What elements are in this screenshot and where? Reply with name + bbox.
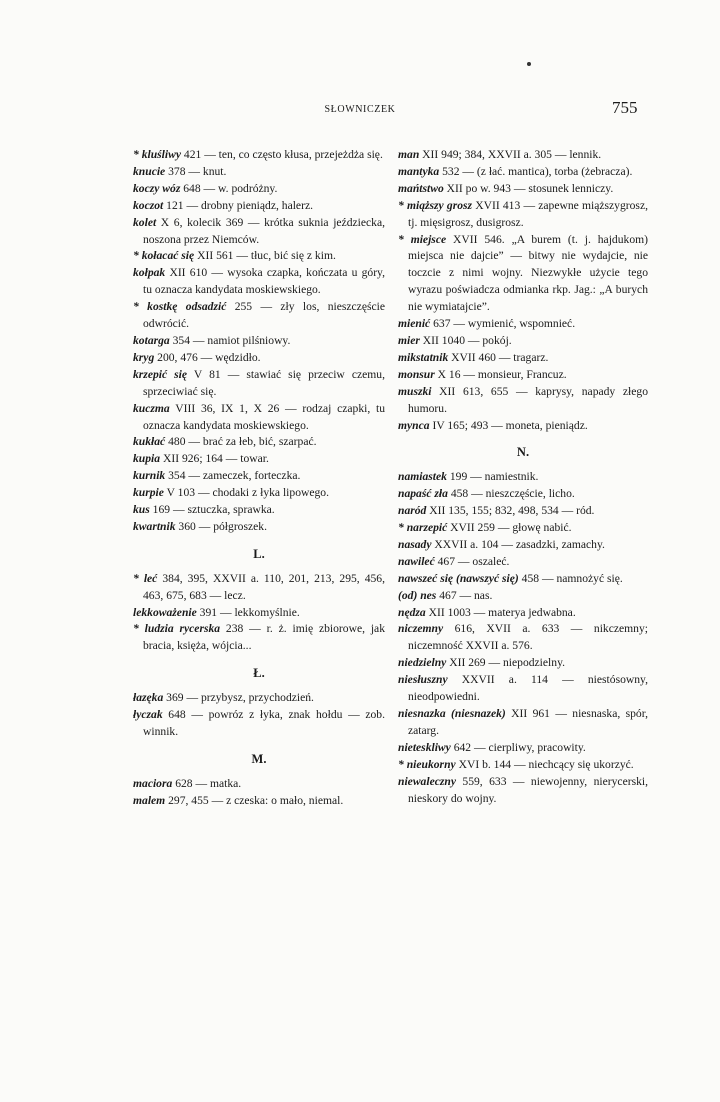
- dictionary-entry: [133, 621, 385, 655]
- entry-headword: naród: [398, 504, 427, 518]
- entry-definition: 121 — drobny pieniądz, halerz.: [163, 198, 313, 212]
- entry-definition: 354 — zameczek, forteczka.: [165, 469, 301, 483]
- entry-definition: XII 269 — niepodzielny.: [446, 656, 566, 670]
- entry-headword: łyczak: [133, 708, 163, 722]
- entry-headword: mienić: [398, 317, 431, 331]
- dictionary-entry: [133, 793, 385, 810]
- entry-definition: XVII 259 — głowę nabić.: [447, 521, 572, 535]
- entry-definition: XII 613, 655 — kaprysy, napady złego humoru.: [408, 384, 648, 415]
- entry-headword: koczot: [133, 198, 164, 212]
- dictionary-entry: [398, 469, 648, 486]
- dictionary-entry: [398, 503, 648, 520]
- entry-headword: muszki: [398, 384, 432, 398]
- entry-definition: 628 — matka.: [172, 776, 242, 790]
- entry-headword: kuczma: [133, 401, 170, 415]
- entry-headword: niesłuszny: [398, 673, 448, 687]
- entry-definition: XVII 460 — tragarz.: [448, 350, 549, 364]
- entry-headword: kwartnik: [133, 519, 176, 533]
- dictionary-entry: [398, 232, 648, 317]
- dictionary-entry: [133, 248, 385, 265]
- entry-headword: man: [398, 148, 420, 161]
- dictionary-entry: [133, 299, 385, 333]
- entry-headword: maciora: [133, 776, 173, 790]
- dictionary-entry: [398, 740, 648, 757]
- entry-definition: XII 135, 155; 832, 498, 534 — ród.: [426, 504, 595, 518]
- dictionary-entry: [133, 181, 385, 198]
- dictionary-entry: [133, 265, 385, 299]
- entry-definition: 637 — wymienić, wspomnieć.: [430, 317, 576, 331]
- section-letter: Ł.: [253, 666, 265, 681]
- entry-headword: nędza: [398, 605, 426, 619]
- dictionary-entry: [398, 554, 648, 571]
- entry-definition: 559, 633 — niewojenny, nierycerski, nieskory do wojny.: [408, 774, 648, 805]
- entry-definition: 200, 476 — wędzidło.: [154, 350, 261, 364]
- entry-definition: V 81 — stawiać się przeciw czemu, sprzeciwiać się.: [143, 367, 385, 398]
- entry-definition: XII 1040 — pokój.: [419, 333, 512, 347]
- entry-definition: XII 561 — tłuc, bić się z kim.: [194, 249, 336, 263]
- entry-definition: VIII 36, IX 1, X 26 — rodzaj czapki, tu oznacza kandydata moskiewskiego.: [143, 401, 385, 432]
- entry-definition: XII po w. 943 — stosunek lenniczy.: [443, 181, 614, 195]
- section-letter: L.: [253, 546, 265, 561]
- entry-headword: * kołacać się: [133, 249, 195, 263]
- entry-headword: łazęka: [133, 691, 164, 705]
- dictionary-entry: [398, 367, 648, 384]
- entry-definition: IV 165; 493 — moneta, pieniądz.: [429, 418, 588, 432]
- entry-headword: * kluśliwy: [133, 148, 181, 161]
- entry-headword: niczemny: [398, 622, 444, 636]
- entry-headword: napaść zła: [398, 487, 448, 501]
- entry-headword: * miąższy grosz: [398, 198, 473, 212]
- dictionary-entry: [398, 384, 648, 418]
- entry-headword: * narzepić: [398, 521, 448, 535]
- entry-definition: 238 — r. ż. imię zbiorowe, jak bracia, księża, wójcia...: [143, 622, 386, 653]
- entry-definition: XXVII a. 104 — zasadzki, zamachy.: [431, 537, 605, 551]
- dictionary-entry: [398, 198, 648, 232]
- entry-definition: XII 949; 384, XXVII a. 305 — lennik.: [419, 148, 602, 161]
- entry-headword: niedzielny: [398, 656, 447, 670]
- dictionary-entry: [133, 690, 385, 707]
- dictionary-entry: [133, 350, 385, 367]
- dictionary-entry: [398, 316, 648, 333]
- entry-definition: 297, 455 — z czeska: o mało, niemal.: [165, 793, 344, 807]
- entry-definition: 421 — ten, co często kłusa, przejeżdża się.: [181, 148, 383, 161]
- entry-headword: kurnik: [133, 469, 166, 483]
- dictionary-entry: [133, 571, 385, 605]
- entry-definition: 354 — namiot pilśniowy.: [169, 333, 291, 347]
- entry-definition: 378 — knut.: [165, 164, 227, 178]
- entry-headword: kurpie: [133, 486, 164, 500]
- entry-headword: niesnazka (niesnazek): [398, 707, 506, 720]
- entry-definition: XII 1003 — materya jedwabna.: [425, 605, 576, 619]
- entry-headword: mier: [398, 333, 420, 347]
- entry-headword: monsur: [398, 367, 435, 381]
- entry-definition: 648 — w. podróżny.: [180, 181, 278, 195]
- dictionary-entry: [398, 418, 648, 435]
- entry-definition: 199 — namiestnik.: [446, 470, 539, 484]
- entry-definition: 616, XVII a. 633 — nikczemny; niczemność XXVII a. 576.: [408, 622, 648, 653]
- dictionary-entry: [133, 367, 385, 401]
- dictionary-entry: [133, 198, 385, 215]
- running-header-title: SŁOWNICZEK: [324, 104, 396, 115]
- dictionary-entry: [398, 181, 648, 198]
- dictionary-entry: [133, 451, 385, 468]
- page-number: 755: [612, 98, 638, 117]
- entry-headword: nieteskliwy: [398, 740, 451, 754]
- section-letter: M.: [251, 751, 267, 766]
- entry-definition: 467 — oszaleć.: [434, 554, 510, 568]
- entry-headword: * miejsce: [398, 232, 447, 246]
- entry-definition: 480 — brać za łeb, bić, szarpać.: [165, 435, 317, 449]
- entry-definition: XVII 546. „A burem (t. j. hajdukom) miejsca nie dajcie” — bitwy nie wydajcie, nie toczcie z nimi wojny. Niezwykłe użycie tego wyrazu poświadcza odmianka rkp. Jag.: „A burych nie wymiatajcie”.: [408, 232, 648, 314]
- entry-definition: 255 — zły los, nieszczęście odwrócić.: [143, 300, 385, 331]
- dictionary-entry: [133, 434, 385, 451]
- entry-definition: 467 — nas.: [436, 588, 493, 602]
- dictionary-entry: [398, 757, 648, 774]
- left-column: [133, 147, 385, 810]
- entry-headword: niewaleczny: [398, 774, 456, 788]
- entry-headword: nasady: [398, 537, 432, 551]
- entry-headword: nawileć: [398, 554, 435, 568]
- entry-definition: XII 961 — niesnaska, spór, zatarg.: [408, 707, 648, 737]
- right-column: [398, 147, 648, 807]
- entry-headword: mantyka: [398, 164, 440, 178]
- ink-speck: [527, 62, 531, 66]
- entry-definition: 458 — nieszczęście, licho.: [447, 487, 575, 501]
- section-letter: N.: [516, 445, 530, 460]
- entry-headword: mikstatnik: [398, 350, 449, 364]
- entry-headword: lekkoważenie: [133, 605, 197, 619]
- dictionary-entry: [398, 605, 648, 622]
- entry-headword: kołpak: [133, 266, 166, 280]
- entry-definition: 360 — półgroszek.: [175, 519, 267, 533]
- dictionary-entry: [133, 333, 385, 350]
- entry-definition: XII 610 — wysoka czapka, kończata u góry, tu oznacza kandydata moskiewskiego.: [143, 266, 385, 297]
- entry-definition: XXVII a. 114 — niestósowny, nieodpowiedni.: [408, 673, 648, 704]
- entry-headword: kryg: [133, 350, 155, 364]
- dictionary-entry: [133, 776, 385, 793]
- dictionary-entry: [133, 707, 385, 741]
- entry-headword: knucie: [133, 164, 166, 178]
- entry-headword: mynca: [398, 418, 430, 432]
- entry-definition: X 16 — monsieur, Francuz.: [434, 367, 567, 381]
- dictionary-entry: [398, 486, 648, 503]
- entry-headword: krzepić się: [133, 367, 188, 381]
- dictionary-entry: [398, 520, 648, 537]
- entry-headword: kotarga: [133, 333, 170, 347]
- dictionary-entry: [133, 519, 385, 536]
- entry-headword: kukłać: [133, 435, 166, 449]
- entry-definition: 369 — przybysz, przychodzień.: [163, 691, 314, 705]
- entry-definition: X 6, kolecik 369 — krótka suknia jeździecka, noszona przez Niemców.: [143, 215, 385, 246]
- entry-definition: XVI b. 144 — niechcący się ukorzyć.: [455, 757, 634, 771]
- entry-definition: 169 — sztuczka, sprawka.: [149, 503, 275, 517]
- dictionary-entry: [398, 655, 648, 672]
- dictionary-entry: [133, 215, 385, 249]
- entry-definition: 458 — namnożyć się.: [518, 571, 623, 585]
- entry-definition: 532 — (z łać. mantica), torba (żebracza).: [439, 164, 633, 178]
- entry-headword: kus: [133, 503, 150, 517]
- entry-definition: 391 — lekkomyślnie.: [196, 605, 300, 619]
- entry-headword: malem: [133, 793, 166, 807]
- entry-headword: mańtstwo: [398, 181, 444, 195]
- dictionary-entry: [398, 706, 648, 740]
- entry-definition: 384, 395, XXVII a. 110, 201, 213, 295, 456, 463, 675, 683 — lecz.: [143, 571, 385, 602]
- entry-headword: nawszeć się (nawszyć się): [398, 571, 519, 585]
- entry-definition: XVII 413 — zapewne miąższygrosz, tj. mięsigrosz, dusigrosz.: [408, 198, 648, 229]
- dictionary-entry: [133, 164, 385, 181]
- dictionary-entry: [398, 147, 648, 164]
- dictionary-entry: [398, 571, 648, 588]
- entry-definition: 642 — cierpliwy, pracowity.: [450, 740, 586, 754]
- entry-definition: 648 — powróz z łyka, znak hołdu — zob. winnik.: [143, 708, 385, 738]
- dictionary-entry: [398, 164, 648, 181]
- entry-headword: (od) nes: [398, 588, 437, 602]
- dictionary-entry: [398, 672, 648, 706]
- entry-headword: * kostkę odsadzić: [133, 300, 227, 314]
- entry-headword: namiastek: [398, 470, 447, 484]
- entry-headword: kupia: [133, 452, 161, 466]
- entry-headword: koczy wóz: [133, 181, 181, 195]
- entry-definition: XII 926; 164 — towar.: [160, 452, 269, 466]
- dictionary-entry: [398, 621, 648, 655]
- dictionary-entry: [398, 537, 648, 554]
- dictionary-entry: [133, 502, 385, 519]
- entry-headword: * nieukorny: [398, 757, 456, 771]
- dictionary-entry: [133, 605, 385, 622]
- dictionary-entry: [133, 401, 385, 435]
- dictionary-entry: [133, 468, 385, 485]
- dictionary-entry: [398, 588, 648, 605]
- entry-headword: * ludzia rycerska: [133, 622, 221, 636]
- dictionary-entry: [133, 147, 385, 164]
- entry-headword: * leć: [133, 571, 158, 585]
- dictionary-entry: [398, 350, 648, 367]
- entry-headword: kolet: [133, 215, 157, 229]
- dictionary-entry: [398, 774, 648, 808]
- entry-definition: V 103 — chodaki z łyka lipowego.: [163, 486, 330, 500]
- dictionary-entry: [133, 485, 385, 502]
- dictionary-entry: [398, 333, 648, 350]
